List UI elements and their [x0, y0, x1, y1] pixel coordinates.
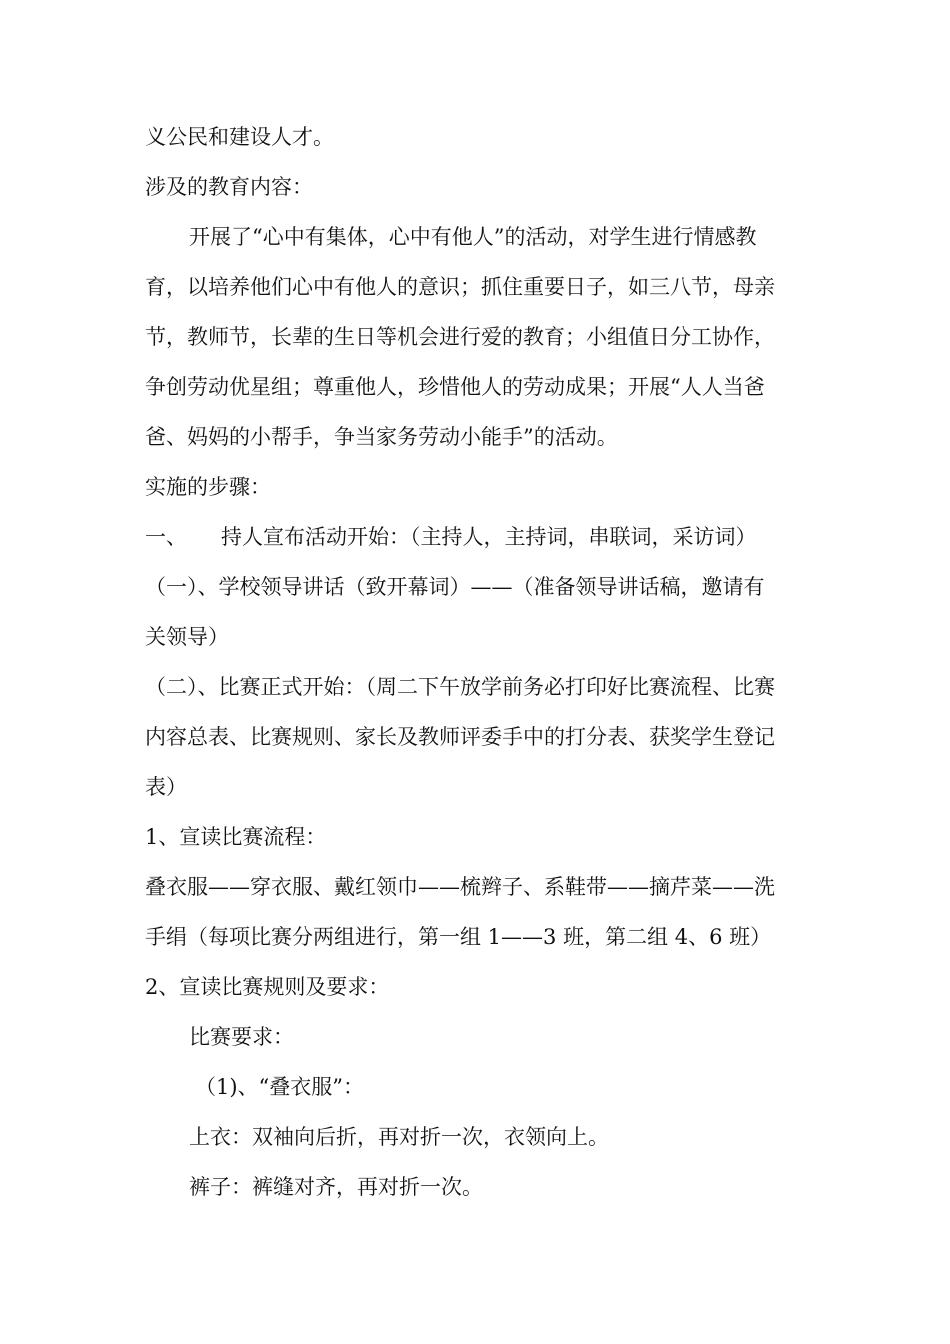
text-line: 表）: [145, 775, 187, 799]
text-line: 裤子：裤缝对齐，再对折一次。: [189, 1175, 483, 1199]
text-line: 节，教师节，长辈的生日等机会进行爱的教育；小组值日分工协作，: [145, 325, 775, 349]
text-line: （1)、“叠衣服”：: [195, 1075, 365, 1099]
text-line: 爸、妈妈的小帮手，争当家务劳动小能手”的活动。: [145, 425, 618, 449]
step-one-line: [145, 512, 815, 562]
step-text: 持人宣布活动开始：（主持人，主持词，串联词，采访词）: [221, 525, 757, 549]
text-line: 义公民和建设人才。: [145, 125, 334, 149]
text-line: 上衣：双袖向后折，再对折一次，衣领向上。: [189, 1125, 609, 1149]
section-heading-steps: 实施的步骤：: [145, 475, 271, 499]
text-line: 2、宣读比赛规则及要求：: [145, 975, 390, 999]
text-line: 比赛要求：: [189, 1025, 294, 1049]
text-line: 关领导）: [145, 625, 229, 649]
text-line: 内容总表、比赛规则、家长及教师评委手中的打分表、获奖学生登记: [145, 725, 775, 749]
text-line: 开展了“心中有集体，心中有他人”的活动，对学生进行情感教: [189, 225, 757, 249]
text-line: 争创劳动优星组；尊重他人，珍惜他人的劳动成果；开展“人人当爸: [145, 375, 765, 399]
text-line: 叠衣服——穿衣服、戴红领巾——梳辫子、系鞋带——摘芹菜——洗: [145, 875, 775, 899]
step-number: 一、: [145, 525, 187, 549]
text-line: （二）、比赛正式开始：（周二下午放学前务必打印好比赛流程、比赛: [145, 675, 775, 699]
text-line: 手绢（每项比赛分两组进行，第一组 1——3 班，第二组 4、6 班）: [145, 925, 772, 949]
text-line: 1、宣读比赛流程：: [145, 825, 327, 849]
document-body: [145, 112, 815, 1212]
text-line: 育，以培养他们心中有他人的意识；抓住重要日子，如三八节，母亲: [145, 275, 775, 299]
section-heading-content: 涉及的教育内容：: [145, 175, 313, 199]
text-line: （一）、学校领导讲话（致开幕词）——（准备领导讲话稿，邀请有: [145, 575, 765, 599]
